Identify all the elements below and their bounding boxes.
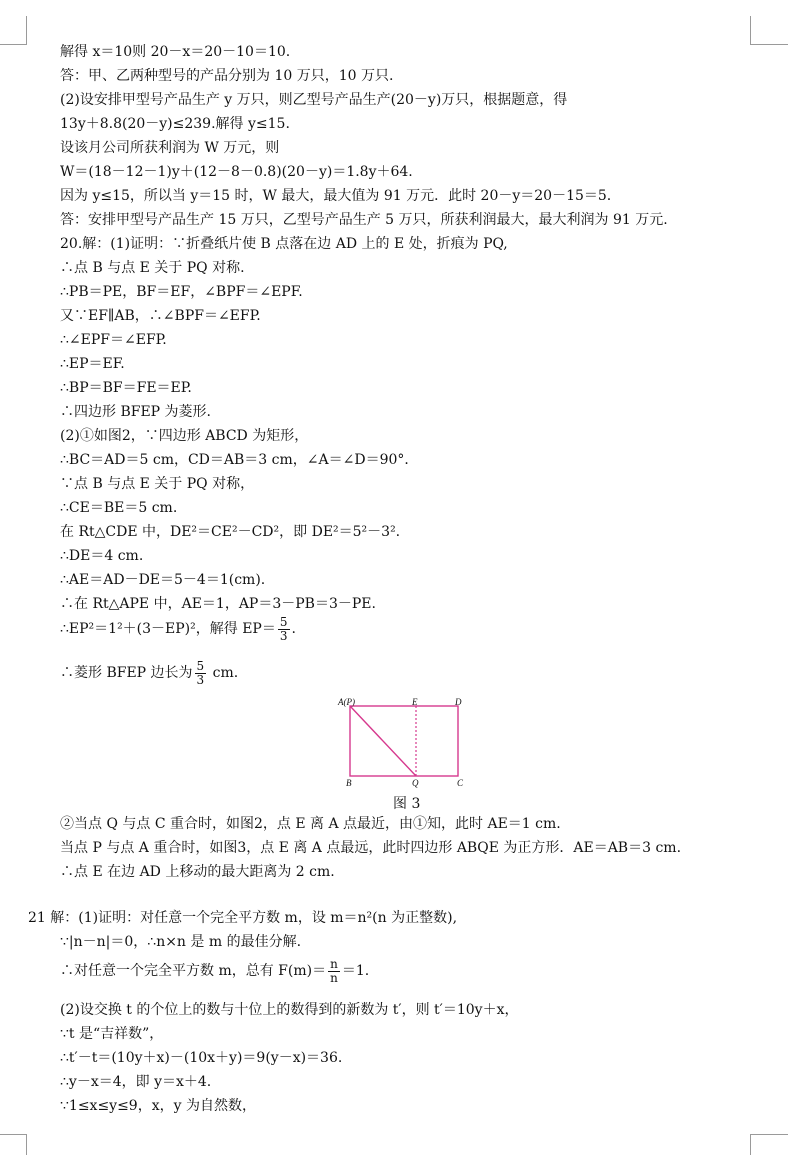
text-line: ∴t′－t＝(10y＋x)－(10x＋y)＝9(y－x)＝36. [60,1050,343,1066]
fraction-denominator: n [330,970,338,985]
fraction-numerator: 5 [196,658,205,673]
text-line: 21 解：(1)证明：对任意一个完全平方数 m，设 m＝n²(n 为正整数), [28,910,458,926]
text-line: ∴对任意一个完全平方数 m，总有 F(m)＝ [60,963,327,979]
corner-mark-bottom-right [750,1134,788,1155]
fraction-suffix: . [291,621,296,637]
text-line: (2)设交换 t 的个位上的数与十位上的数得到的新数为 t′，则 t′＝10y＋x， [60,1002,519,1018]
text-line: 答：安排甲型号产品生产 15 万只，乙型号产品生产 5 万只，所获利润最大，最大利润为 91 万元. [60,212,668,228]
text-line: ∴在 Rt△APE 中，AE＝1，AP＝3－PB＝3－PE. [60,596,376,612]
text-line: ∴∠EPF＝∠EFP. [60,332,167,348]
text-line: ∴EP²＝1²＋(3－EP)²，解得 EP＝ [60,621,276,637]
label-b: B [346,778,352,788]
text-line-with-fraction [60,659,238,687]
label-e: E [412,697,418,707]
text-line: 又∵EF∥AB，∴∠BPF＝∠EFP. [60,308,261,324]
corner-mark-top-left [0,16,27,45]
label-d: D [455,697,462,707]
text-line: ∴BP＝BF＝FE＝EP. [60,380,192,396]
text-line: ∵点 B 与点 E 关于 PQ 对称， [60,476,255,492]
text-line: 在 Rt△CDE 中，DE²＝CE²－CD²，即 DE²＝5²－3². [60,524,401,540]
text-line: ∴DE＝4 cm. [60,548,144,564]
label-a-p: A(P) [338,697,355,707]
text-line: W＝(18－12－1)y＋(12－8－0.8)(20－y)＝1.8y＋64. [60,164,413,180]
label-q: Q [412,778,419,788]
text-line: ②当点 Q 与点 C 重合时，如图2，点 E 离 A 点最近，由①知，此时 AE＝1 cm. [60,816,561,832]
text-line: ∴y－x＝4，即 y＝x＋4. [60,1074,212,1090]
text-line: ∴BC＝AD＝5 cm，CD＝AB＝3 cm，∠A＝∠D＝90°． [60,452,419,468]
fraction-suffix: cm. [208,665,239,681]
text-line: ∴菱形 BFEP 边长为 [60,665,193,681]
text-line: ∴EP＝EF. [60,356,125,372]
fraction-suffix: ＝1. [341,963,370,979]
fraction [328,958,340,985]
text-line: ∴四边形 BFEP 为菱形. [60,404,211,420]
text-line: ∵1≤x≤y≤9，x，y 为自然数， [60,1098,256,1114]
text-line: (2)设安排甲型号产品生产 y 万只，则乙型号产品生产(20－y)万只，根据题意，得 [60,92,568,108]
text-line: (2)①如图2，∵四边形 ABCD 为矩形， [60,428,309,444]
text-line: ∴点 B 与点 E 关于 PQ 对称. [60,260,245,276]
text-line: ∵t 是“吉祥数”， [60,1026,164,1042]
text-line: 当点 P 与点 A 重合时，如图3，点 E 离 A 点最远，此时四边形 ABQE 为正方形．AE＝AB＝3 cm. [60,840,682,856]
label-c: C [457,778,464,788]
corner-mark-top-right [750,16,788,45]
text-line: 20.解：(1)证明：∵折叠纸片使 B 点落在边 AD 上的 E 处，折痕为 PQ, [60,236,508,252]
figure-3-rectangle-diagram [336,697,476,789]
fraction-denominator: 3 [279,628,288,643]
text-line-with-fraction [60,957,369,985]
text-line-with-fraction [60,615,296,643]
rectangle-abcd [350,706,458,776]
figure-caption: 图 3 [393,796,421,812]
text-line: 13y＋8.8(20－y)≤239.解得 y≤15. [60,116,290,132]
text-line: ∴点 E 在边 AD 上移动的最大距离为 2 cm. [60,864,335,880]
fraction-numerator: n [330,956,338,971]
text-line: ∴AE＝AD－DE＝5－4＝1(cm). [60,572,266,588]
diagonal-ap-q [350,706,416,776]
text-line: ∴PB＝PE，BF＝EF，∠BPF＝∠EPF. [60,284,303,300]
text-line: 解得 x＝10则 20－x＝20－10＝10. [60,44,291,60]
text-line: ∵|n－n|＝0，∴n×n 是 m 的最佳分解. [60,934,302,950]
text-line: 答：甲、乙两种型号的产品分别为 10 万只，10 万只. [60,68,394,84]
corner-mark-bottom-left [0,1134,27,1155]
fraction-numerator: 5 [279,614,288,629]
fraction-denominator: 3 [196,672,205,687]
text-line: ∴CE＝BE＝5 cm. [60,500,178,516]
fraction [278,616,290,643]
text-line: 设该月公司所获利润为 W 万元，则 [60,140,280,156]
fraction [195,660,207,687]
text-line: 因为 y≤15，所以当 y＝15 时，W 最大，最大值为 91 万元．此时 20－y＝20－15＝5. [60,188,612,204]
